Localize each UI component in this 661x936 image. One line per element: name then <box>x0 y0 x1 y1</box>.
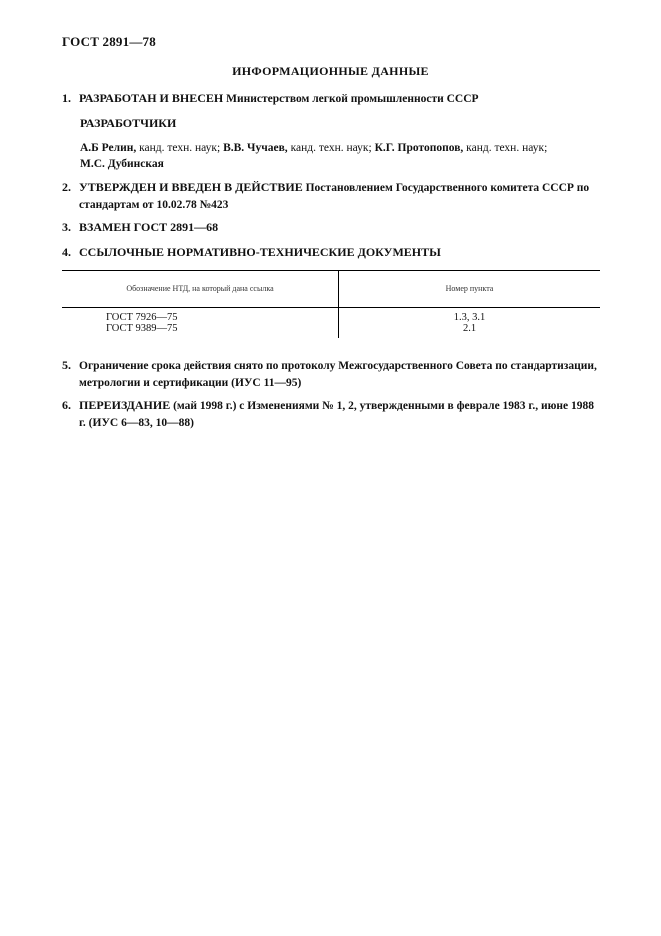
item-lead: РАЗРАБОТАН И ВНЕСЕН <box>79 91 224 105</box>
developer-name: А.Б Релин, <box>80 142 137 154</box>
clause-cell: 1.3, 3.1 <box>453 312 486 323</box>
item-number: 4. <box>62 245 71 259</box>
item-lead: УТВЕРЖДЕН И ВВЕДЕН В ДЕЙСТВИЕ <box>79 180 303 194</box>
item-lead: ПЕРЕИЗДАНИЕ <box>79 398 171 412</box>
clause-cell: 2.1 <box>462 323 477 334</box>
developers-list <box>80 140 602 172</box>
developer-degree: канд. техн. наук; <box>136 142 221 154</box>
column-header-document: Обозначение НТД, на который дана ссылка <box>62 271 339 308</box>
developer-degree: канд. техн. наук; <box>287 142 372 154</box>
item-number: 1. <box>62 91 71 105</box>
item-6 <box>62 397 602 431</box>
developer-degree: канд. техн. наук; <box>463 142 548 154</box>
reference-documents-table <box>62 270 600 338</box>
document-cell: ГОСТ 9389—75 <box>62 323 339 338</box>
developer-name: М.С. Дубинская <box>80 158 164 170</box>
document-cell: ГОСТ 7926—75 <box>62 308 339 324</box>
table-header-row <box>62 271 600 308</box>
item-number: 6. <box>62 398 71 412</box>
item-lead: ССЫЛОЧНЫЕ НОРМАТИВНО-ТЕХНИЧЕСКИЕ ДОКУМЕНТЫ <box>79 245 441 259</box>
item-number: 2. <box>62 180 71 194</box>
item-lead: Ограничение срока действия снято по протоколу Межгосударственного Совета по стандартизации, метрологии и сертификации (ИУС 11—95) <box>79 360 597 389</box>
document-code: ГОСТ 2891—78 <box>62 34 156 49</box>
item-lead: ВЗАМЕН ГОСТ 2891—68 <box>79 220 219 234</box>
item-4 <box>62 244 602 260</box>
item-text: (май 1998 г.) с Изменениями № 1, 2, утвержденными в феврале 1983 г., июне 1988 г. (ИУС 6—83, 10—88) <box>79 400 594 429</box>
item-text: Министерством легкой промышленности СССР <box>223 93 479 105</box>
developers-heading: РАЗРАБОТЧИКИ <box>80 116 177 130</box>
item-2 <box>62 179 602 213</box>
item-5 <box>62 357 602 391</box>
column-header-clause: Номер пункта <box>339 271 601 308</box>
item-text: Постановлением Государственного комитета СССР по стандартам от 10.02.78 №423 <box>79 182 590 211</box>
item-1 <box>62 90 602 107</box>
item-number: 3. <box>62 220 71 234</box>
item-3 <box>62 219 602 235</box>
developer-name: К.Г. Протопопов, <box>374 142 464 154</box>
item-number: 5. <box>62 358 71 372</box>
table-row <box>62 308 600 324</box>
section-title: ИНФОРМАЦИОННЫЕ ДАННЫЕ <box>232 64 429 78</box>
developer-name: В.В. Чучаев, <box>223 142 288 154</box>
table-row <box>62 323 600 338</box>
